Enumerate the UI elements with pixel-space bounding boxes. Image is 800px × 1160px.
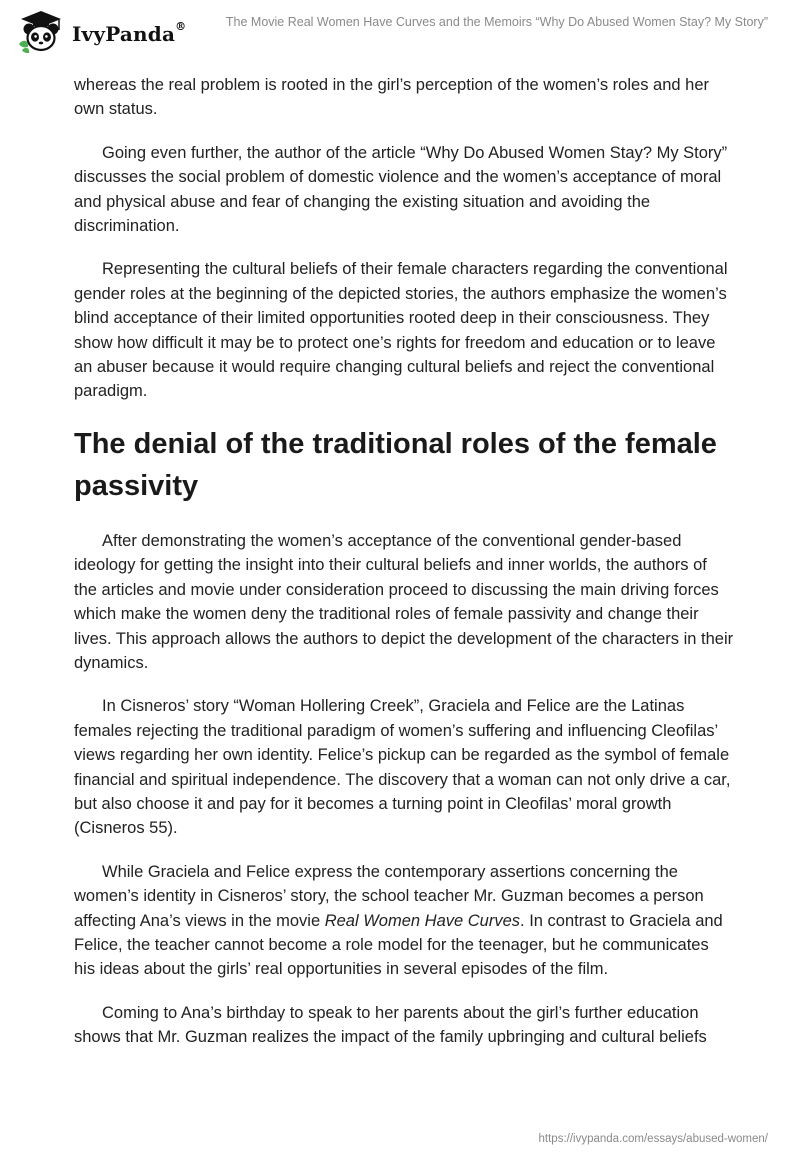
- paragraph: Representing the cultural beliefs of their female characters regarding the conventional gender roles at the beginning of the depicted stories, the authors emphasize the women’s blind acceptance of their limited opportunities rooted deep in their consciousness. They show how difficult it may be to protect one’s rights for freedom and education or to leave an abuser because it would require changing cultural beliefs and reject the conventional paradigm.: [74, 260, 728, 401]
- document-title: The Movie Real Women Have Curves and the Memoirs “Why Do Abused Women Stay? My Story”: [225, 15, 768, 29]
- source-url[interactable]: https://ivypanda.com/essays/abused-women/: [538, 1133, 768, 1145]
- paragraph-text: . In contrast to Graciela and Felice, the teacher cannot become a role model for the teenager, but he communicates his ideas about the girls’ real opportunities in several episodes of the film.: [74, 911, 723, 979]
- paragraph: Going even further, the author of the article “Why Do Abused Women Stay? My Story” discusses the social problem of domestic violence and the women’s acceptance of moral and physical abuse and fear of changing the existing situation and avoiding the discrimination.: [74, 143, 728, 236]
- paragraph: In Cisneros’ story “Woman Hollering Creek”, Graciela and Felice are the Latinas females rejecting the traditional paradigm of women’s suffering and influencing Cleofilas’ views regarding her own identity. Felice’s pickup can be regarded as the symbol of female financial and spiritual independence. The discovery that a woman can not only drive a car, but also choose it and pay for it becomes a turning point in Cleofilas’ moral growth (Cisneros 55).: [74, 697, 731, 838]
- paragraph-continuation: whereas the real problem is rooted in the girl’s perception of the women’s roles and her own status.: [74, 76, 709, 119]
- page-header: [0, 0, 800, 60]
- panda-graduate-icon: [16, 10, 66, 54]
- paragraph: After demonstrating the women’s acceptance of the conventional gender-based ideology for getting the insight into their cultural beliefs and inner worlds, the authors of the articles and movie under consideration proceed to discussing the main driving forces which make the women deny the traditional roles of female passivity and change their lives. This approach allows the authors to depict the development of the characters in their dynamics.: [74, 531, 734, 672]
- ivypanda-logo[interactable]: [16, 10, 186, 54]
- movie-title: Real Women Have Curves: [324, 911, 521, 930]
- paragraph: Coming to Ana’s birthday to speak to her parents about the girl’s further education shows that Mr. Guzman realizes the impact of the family upbringing and cultural beliefs: [74, 1003, 707, 1047]
- section-heading: The denial of the traditional roles of the female passivity: [74, 427, 717, 502]
- essay-content: [74, 73, 734, 1069]
- paragraph-text: While Graciela and Felice express the contemporary assertions concerning the women’s identity in Cisneros’ story, the school teacher Mr. Guzman becomes a person affecting Ana’s views in the movie: [74, 862, 704, 930]
- registered-mark: ®: [175, 20, 187, 33]
- brand-name: IvyPanda®: [72, 20, 187, 46]
- paragraph: [74, 860, 734, 982]
